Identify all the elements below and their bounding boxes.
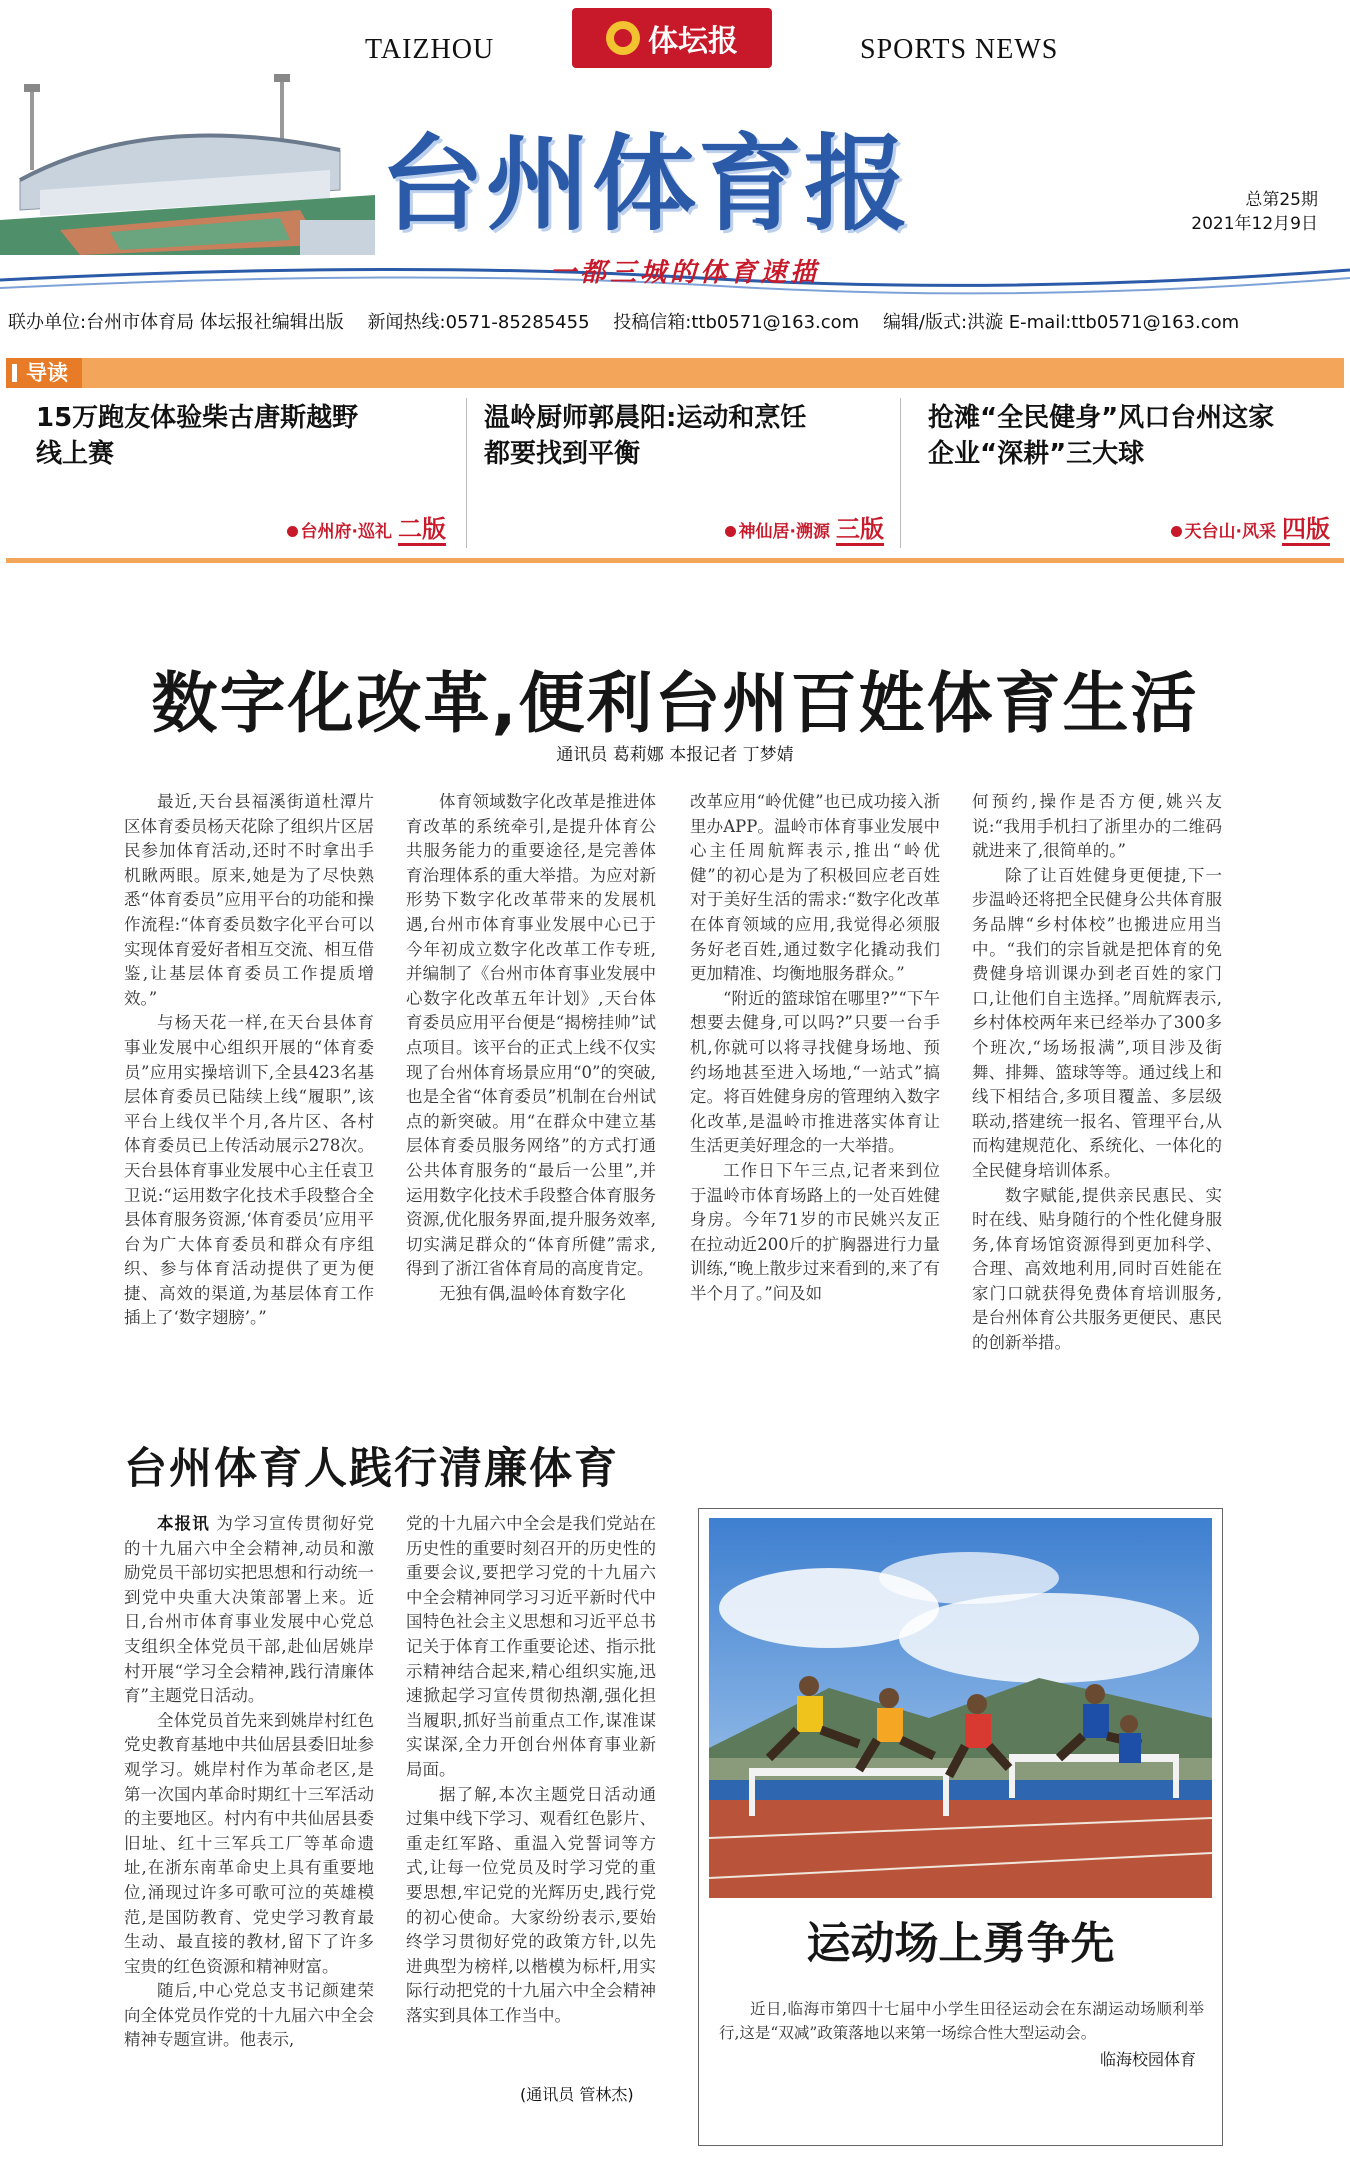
tiantan-logo xyxy=(572,8,772,68)
slogan: 一都三城的体育速描 xyxy=(550,258,821,288)
sponsor-text: 联办单位:台州市体育局 体坛报社编辑出版 xyxy=(8,312,344,333)
newspaper-title: 台州体育报 xyxy=(380,123,911,245)
article2-column-2 xyxy=(406,1512,656,2028)
logo-mark-icon xyxy=(606,21,640,55)
main-headline: 数字化改革,便利台州百姓体育生活 xyxy=(151,665,1199,742)
guide-section: 神仙居·溯源 xyxy=(738,522,830,542)
paragraph: 无独有偶,温岭体育数字化 xyxy=(439,1283,626,1303)
paragraph: 党的十九届六中全会是我们党站在历史性的重要时刻召开的历史性的重要会议,要把学习党的十九届六中全会精神同学习习近平新时代中国特色社会主义思想和习近平总书记关于体育工作重要论述、指示批示精神结合起来,精心组织实施,迅速掀起学习宣传贯彻热潮,强化担当履职,抓好当前重点工作,谋准谋实谋深,全力开创台州体育事业新局面。 xyxy=(406,1514,656,1779)
article2-credit: (通讯员 管林杰) xyxy=(520,2085,634,2104)
submit-email: 投稿信箱:ttb0571@163.com xyxy=(613,312,860,333)
guide-page-ref xyxy=(1171,509,1330,544)
stadium-illustration xyxy=(0,70,375,255)
photo-caption: 近日,临海市第四十七届中小学生田径运动会在东湖运动场顺利举行,这是“双减”政策落地以来第一场综合性大型运动会。 xyxy=(719,2000,1204,2042)
paragraph: “附近的篮球馆在哪里?”“下午想要去健身,可以吗?”只要一台手机,你就可以将寻找健身场地、预约场地甚至进入场地,“一站式”搞定。将百姓健身房的管理纳入数字化改革,是温岭市推进落实体育让生活更美好理念的一大举措。 xyxy=(690,988,940,1156)
paragraph: 体育领域数字化改革是推进体育改革的系统牵引,是提升体育公共服务能力的重要途径,是完善体育治理体系的重大举措。为应对新形势下数字化改革带来的发展机遇,台州市体育事业发展中心已于今年初成立数字化改革工作专班,并编制了《台州市体育事业发展中心数字化改革五年计划》,天台体育委员应用平台便是“揭榜挂帅”试点项目。该平台的正式上线不仅实现了台州体育场景应用“0”的突破,也是全省“体育委员”机制在台州试点的新突破。用“在群众中建立基层体育委员服务网络”的方式打通公共体育服务的“最后一公里”,并运用数字化技术手段整合体育服务资源,优化服务界面,提升服务效率,切实满足群众的“体育所健”需求,得到了浙江省体育局的高度肯定。 xyxy=(406,792,656,1279)
paragraph: 数字赋能,提供亲民惠民、实时在线、贴身随行的个性化健身服务,体育场馆资源得到更加科学、合理、高效地利用,同时百姓能在家门口就获得免费体育培训服务,是台州体育公共服务更便民、惠民的创新举措。 xyxy=(972,1185,1222,1353)
paragraph: 全体党员首先来到姚岸村红色党史教育基地中共仙居县委旧址参观学习。姚岸村作为革命老区,是第一次国内革命时期红十三军活动的主要地区。村内有中共仙居县委旧址、红十三军兵工厂等革命遗址,在浙东南革命史上具有重要地位,涌现过许多可歌可泣的英雄模范,是国防教育、党史学习教育最生动、最直接的教材,留下了许多宝贵的红色资源和精神财富。 xyxy=(124,1710,374,1976)
red-dot-icon xyxy=(725,526,736,537)
guide-section: 天台山·风采 xyxy=(1184,522,1276,542)
paragraph: 改革应用“岭优健”也已成功接入浙里办APP。温岭市体育事业发展中心主任周航辉表示,推出“岭优健”的初心是为了积极回应老百姓对于美好生活的需求:“数字化改革在体育领域的应用,我觉得必须服务好老百姓,通过数字化撬动我们更加精准、均衡地服务群众。” xyxy=(690,792,940,984)
guide-item[interactable] xyxy=(484,400,884,550)
paragraph: 何预约,操作是否方便,姚兴友说:“我用手机扫了浙里办的二维码就进来了,很简单的。” xyxy=(972,792,1222,861)
issue-date: 2021年12月9日 xyxy=(1191,214,1318,234)
paragraph: 与杨天花一样,在天台县体育事业发展中心组织开展的“体育委员”应用实操培训下,全县423名基层体育委员已陆续上线“履职”,该平台上线仅半个月,各片区、各村体育委员已上传活动展示278次。天台县体育事业发展中心主任袁卫卫说:“运用数字化技术手段整合全县体育服务资源,‘体育委员’应用平台为广大体育委员和群众有序组织、参与体育活动提供了更为便捷、高效的渠道,为基层体育工作插上了‘数字翅膀’。” xyxy=(124,1013,374,1328)
guide-headline: 15万跑友体验柴古唐斯越野线上赛 xyxy=(36,403,359,469)
paragraph: 除了让百姓健身更便捷,下一步温岭还将把全民健身公共体育服务品牌“乡村体校”也搬进应用当中。“我们的宗旨就是把体育的免费健身培训课办到老百姓的家门口,让他们自主选择。”周航辉表示,乡村体校两年来已经举办了300多个班次,“场场报满”,项目涉及街舞、排舞、篮球等等。通过线上和线下相结合,多项目覆盖、多层级联动,搭建统一报名、管理平台,从而构建规范化、系统化、一体化的全民健身培训体系。 xyxy=(972,865,1222,1180)
guide-headline: 抢滩“全民健身”风口台州这家企业“深耕”三大球 xyxy=(928,403,1275,469)
paragraph: 据了解,本次主题党日活动通过集中线下学习、观看红色影片、重走红军路、重温入党誓词等方式,让每一位党员及时学习党的重要思想,牢记党的光辉历史,践行党的初心使命。大家纷纷表示,要始终学习贯彻好党的政策方针,以先进典型为榜样,以楷模为标杆,用实际行动把党的十九届六中全会精神落实到具体工作当中。 xyxy=(406,1784,656,2025)
article1-column-2 xyxy=(406,790,656,1306)
photo-feature-title: 运动场上勇争先 xyxy=(806,1918,1115,1969)
article1-column-3 xyxy=(690,790,940,1306)
photo-credit: 临海校园体育 xyxy=(1099,2050,1196,2069)
red-dot-icon xyxy=(287,526,298,537)
guide-section: 台州府·巡礼 xyxy=(300,522,392,542)
masthead-left-en: TAIZHOU xyxy=(365,34,495,65)
article2-column-1 xyxy=(124,1512,374,2053)
logo-text: 体坛报 xyxy=(648,24,738,59)
main-byline: 通讯员 葛莉娜 本报记者 丁梦婧 xyxy=(556,745,794,765)
masthead-right-en: SPORTS NEWS xyxy=(860,34,1059,65)
lead-text: 为学习宣传贯彻好党的十九届六中全会精神,动员和激励党员干部切实把思想和行动统一到党中央重大决策部署上来。近日,台州市体育事业发展中心党总支组织全体党员干部,赴仙居姚岸村开展“学习全会精神,践行清廉体育”主题党日活动。 xyxy=(124,1514,375,1706)
hurdles-race-image xyxy=(709,1518,1212,1898)
guide-page: 二版 xyxy=(398,515,446,546)
paragraph xyxy=(124,1512,374,1709)
info-bar xyxy=(0,308,1350,336)
guide-headline: 温岭厨师郭晨阳:运动和烹饪都要找到平衡 xyxy=(484,403,807,469)
photo-feature xyxy=(698,1508,1223,2146)
lead-tag: 本报讯 xyxy=(157,1514,210,1533)
hotline-text: 新闻热线:0571-85285455 xyxy=(367,312,590,333)
paragraph: 工作日下午三点,记者来到位于温岭市体育场路上的一处百姓健身房。今年71岁的市民姚兴友正在拉动近200斤的扩胸器进行力量训练,“晚上散步过来看到的,来了有半个月了。”问及如 xyxy=(690,1160,940,1303)
paragraph: 最近,天台县福溪街道杜潭片区体育委员杨天花除了组织片区居民参加体育活动,还时不时拿出手机瞅两眼。原来,她是为了尽快熟悉“体育委员”应用平台的功能和操作流程:“体育委员数字化平台可以实现体育爱好者相互交流、相互借鉴,让基层体育委员工作提质增效。” xyxy=(124,792,374,1008)
divider xyxy=(900,398,901,548)
guide-page: 三版 xyxy=(836,515,884,546)
guide-item[interactable] xyxy=(36,400,446,550)
editor-text: 编辑/版式:洪漩 E-mail:ttb0571@163.com xyxy=(882,312,1240,333)
issue-number: 总第25期 xyxy=(1245,190,1318,210)
guide-bar xyxy=(6,358,1344,388)
article1-column-4 xyxy=(972,790,1222,1356)
divider xyxy=(466,398,467,548)
hurdles-photo xyxy=(709,1518,1212,1898)
guide-label: 导读 xyxy=(6,358,82,388)
paragraph: 随后,中心党总支书记颜建荣向全体党员作党的十九届六中全会精神专题宣讲。他表示, xyxy=(124,1981,374,2050)
guide-item[interactable] xyxy=(928,400,1330,550)
guide-page-ref xyxy=(287,509,446,544)
article1-column-1 xyxy=(124,790,374,1331)
guide-page-ref xyxy=(725,509,884,544)
article2-headline: 台州体育人践行清廉体育 xyxy=(124,1444,619,1494)
guide-page: 四版 xyxy=(1282,515,1330,546)
red-dot-icon xyxy=(1171,526,1182,537)
issue-info xyxy=(1191,188,1318,236)
guide-bottom-rule xyxy=(6,558,1344,563)
